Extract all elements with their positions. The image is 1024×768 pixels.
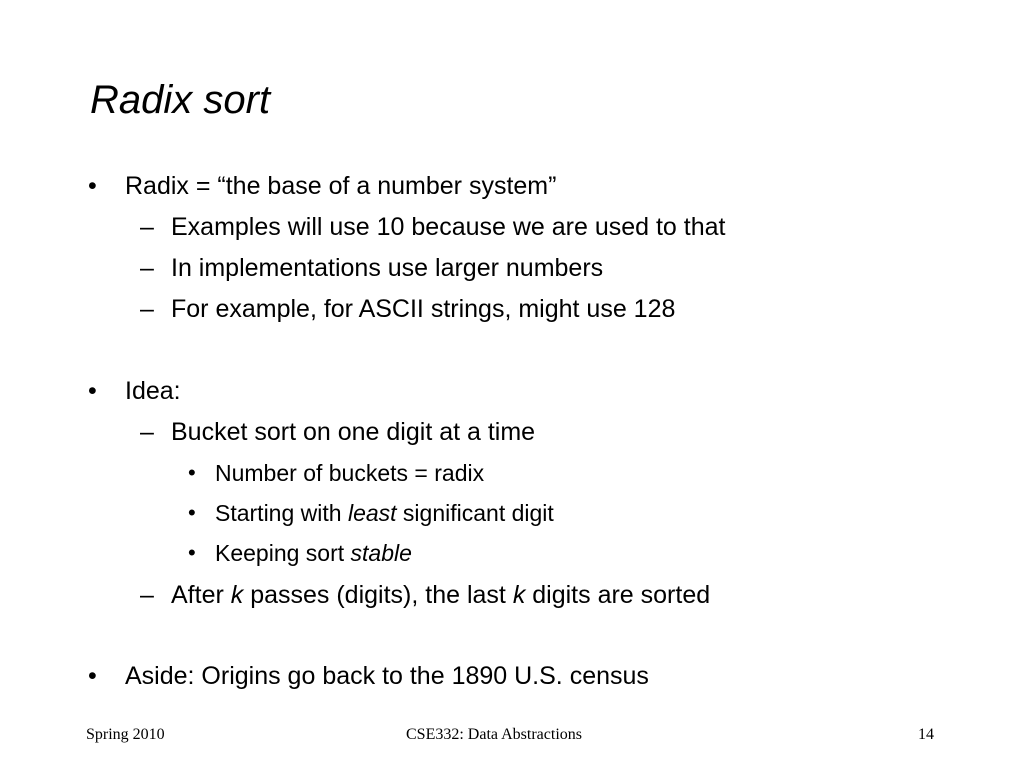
subbullet-larger-numbers: In implementations use larger numbers (171, 254, 604, 282)
bullet-idea: Idea: (125, 377, 181, 405)
text-segment: Starting with (215, 500, 348, 526)
dash-marker: – (140, 295, 154, 323)
text-segment: Keeping sort (215, 540, 351, 566)
subsubbullet-keeping-stable (215, 537, 412, 569)
bullet-marker: • (188, 460, 196, 485)
bullet-marker: • (88, 172, 97, 200)
subbullet-ascii-128: For example, for ASCII strings, might use 128 (171, 295, 676, 323)
bullet-radix-definition: Radix = “the base of a number system” (125, 172, 557, 200)
bullet-aside-census: Aside: Origins go back to the 1890 U.S. census (125, 662, 649, 690)
text-segment: digits are sorted (525, 581, 711, 609)
text-segment: significant digit (396, 500, 554, 526)
emphasis-least: least (347, 500, 397, 526)
footer-date: Spring 2010 (86, 726, 165, 743)
dash-marker: – (140, 213, 154, 241)
page-number: 14 (918, 726, 934, 743)
text-segment: After (171, 581, 231, 609)
emphasis-k: k (230, 581, 244, 609)
footer-course-title: CSE332: Data Abstractions (406, 726, 582, 743)
subbullet-examples-10: Examples will use 10 because we are used to that (171, 213, 726, 241)
emphasis-k: k (512, 581, 526, 609)
dash-marker: – (140, 581, 154, 609)
text-segment: passes (digits), the last (243, 581, 513, 609)
bullet-marker: • (88, 377, 97, 405)
subsubbullet-number-of-buckets: Number of buckets = radix (215, 460, 485, 486)
bullet-marker: • (188, 540, 196, 565)
bullet-marker: • (188, 500, 196, 525)
dash-marker: – (140, 418, 154, 446)
subbullet-bucket-sort: Bucket sort on one digit at a time (171, 418, 536, 446)
emphasis-stable: stable (350, 540, 412, 566)
dash-marker: – (140, 254, 154, 282)
subbullet-after-k-passes (171, 579, 710, 611)
subsubbullet-least-significant (215, 497, 554, 529)
slide-title: Radix sort (90, 78, 271, 122)
bullet-marker: • (88, 662, 97, 690)
